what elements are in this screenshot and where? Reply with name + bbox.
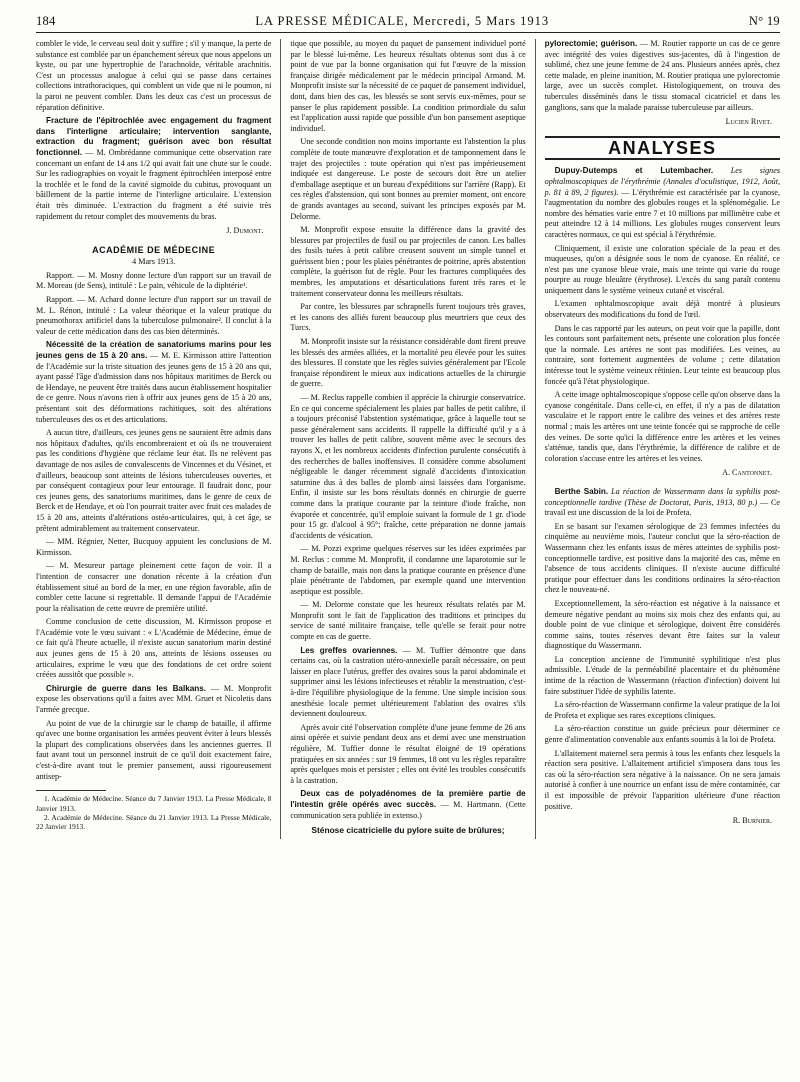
column-divider [280, 39, 281, 839]
paragraph: tique que possible, au moyen du paquet de pansement individuel porté par le blessé lui-même. Les heureux résultats obtenus sont dus à ce point de vue par la bonne organisation qui fut l'œuvre de la mission française dirigée médicalement par le médecin principal Armand. M. Monprofit insiste sur la nécessité de ce paquet de pansement individuel, dont, dans bien des cas, les blessés se sont servis eux-mêmes, pour se panser le plus rapidement possible. La condition primordiale du salut est l'application aussi rapide que possible d'un bon pansement aseptique individuel. [290, 39, 526, 133]
paragraph: L'examen ophtalmoscopique avait déjà montré à plusieurs observateurs des modifications du fond de l'œil. [544, 299, 781, 320]
paragraph: Comme conclusion de cette discussion, M. Kirmisson propose et l'Académie vote le vœu suivant : « L'Académie de Médecine, émue de ce fait qu'à l'heure actuelle, il n'existe aucun sanatorium marin destiné aux jeunes gens de 15 à 20 ans, atteints de lésions osseuses ou articulaires, exprime le vœu que des fondations de cet ordre soient créées aussitôt que possible ». [36, 617, 272, 680]
author-signature: Lucien Rivet. [725, 117, 773, 127]
paragraph: La conception ancienne de l'immunité syphilitique n'est plus admissible. L'étude de la perméabilité placentaire et du phénomène intime de la réaction de Wassermann (réaction d'infection) doivent lui faire substituer l'idée de syphilis latente. [544, 654, 781, 696]
paragraph: — M. Hartmann. (Cette communication sera publiée in extenso.) [290, 799, 526, 820]
paragraph: L'allaitement maternel sera permis à tous les enfants chez lesquels la réaction sera positive. L'allaitement artificiel s'imposera dans tous les cas où la séro-réaction sera négative à la naissance. On ne sera jamais autorisé à confier à une nourrice un enfant issu de mère contaminée, car il est impossible de prévoir l'apparition ultérieure d'une réaction positive. [544, 748, 781, 811]
paragraph: — M. Tuffier démontre que dans certains cas, où la castration utéro-annexielle paraît nécessaire, on peut laisser en place l'utérus, greffer des ovaires sous la paroi abdominale et supprimer ainsi les lésions infectieuses et rétablir la menstruation, c'est-à-dire l'équilibre physiologique de la femme. Une simple incision sous anesthésie locale permet ultérieurement l'ablation des ovaires s'ils deviennent douloureux. [290, 645, 526, 719]
paragraph: — M. Mesureur partage pleinement cette façon de voir. Il a l'intention de consacrer une donation récente à la création d'un établissement situé au bord de la mer, en une région favorable, afin de combler cette lacune si regrettable. Il demande l'appui de l'Académie pour la réalisation de cette œuvre de première utilité. [36, 561, 272, 613]
paragraph: Au point de vue de la chirurgie sur le champ de bataille, il affirme qu'avec une bonne organisation les armées peuvent éviter à leurs blessés la plupart des complications observées dans les anciennes guerres. Il faut avant tout un personnel instruit de ce qu'il doit exactement faire, c'est-à-dire avant tout le premier pansement, aussi rigoureusement antisep- [36, 718, 272, 781]
author-signature: R. Burnier. [732, 816, 773, 826]
analysis-author: Berthe Sabin. [554, 486, 609, 496]
article-heading: Nécessité de la création de sanatoriums marins pour les jeunes gens de 15 à 20 ans. [36, 340, 272, 361]
author-signature: J. Dumont. [226, 226, 264, 236]
analyses-banner: ANALYSES [545, 136, 780, 161]
issue-number: N° 19 [748, 14, 780, 28]
footnote: 2. Académie de Médecine. Séance du 21 Janvier 1913. La Presse Médicale, 22 Janvier 1913. [36, 813, 272, 832]
analysis-title: Les signes ophtalmoscopiques de l'érythrémie (Annales d'oculistique, 1912, Août, p. 81 à 89, 2 figures). [544, 166, 781, 197]
section-date: 4 Mars 1913. [132, 257, 176, 267]
paragraph: M. Monprofit expose ensuite la différence dans la gravité des blessures par projectiles de fusil ou par projectiles de canon. Les balles des fusils tuées à petit calibre creusent souvent un simple tunnel et guérissent bien ; pour les plaies pénétrantes de poitrine, après abstention complète, la guérison fut de règle. Pour les fractures compliquées des membres, les amputations et désarticulations furent très rares et le traitement conservateur donna les meilleurs résultats. [290, 225, 526, 298]
column-2 [290, 39, 525, 839]
paragraph: Après avoir cité l'observation complète d'une jeune femme de 26 ans ainsi opérée et suivie pendant deux ans et demi avec une menstruation régulière, M. Tuffier donne le résultat éloigné de 19 opérations pratiquées en six années : sur 19 femmes, 18 ont vu les règles reparaître après quelques mois et persister ; elles ont évité les troubles consécutifs à la castration. [290, 722, 526, 785]
article-heading: Chirurgie de guerre dans les Balkans. [46, 683, 206, 693]
paragraph: Exceptionnellement, la séro-réaction est négative à la naissance et demeure négative pendant au moins six mois chez des enfants qui, au double point de vue clinique et sérologique, doivent être considérés comme sains, toutes réserves devant être faites sur la valeur diagnostique du Wassermann. [544, 598, 781, 651]
paragraph: — M. E. Kirmisson attire l'attention de l'Académie sur la triste situation des jeunes gens de 15 à 20 ans qui, ayant passé l'âge d'admission dans nos hôpitaux maritimes de Berck ou de Hendaye, ne peuvent être traités dans aucun établissement hospitalier de ce genre. Nous n'avons rien à offrir aux jeunes gens de 15 à 20 ans, présentant soit des déformations rachitiques, soit des altérations tuberculeuses des os et des articulations. [36, 351, 272, 424]
paragraph: A cette image ophtalmoscopique s'oppose celle qu'on observe dans la cyanose congénitale. Dans celle-ci, en effet, il n'y a pas de dilatation vasculaire et le rapport entre le calibre des veines et des artères reste normal ; mais les artères ont une teinte foncée qui se rapproche de celle des veines. De sorte qu'ici la différence entre les artères et les veines s'atténue, tandis que, dans l'érythrémie, la différence de calibre et de coloration s'accuse entre les artères et les veines. [544, 390, 781, 463]
paragraph: M. Monprofit insiste sur la résistance considérable dont firent preuve les blessés des armées alliées, et la mortalité peu élevée pour les suites des blessures. Il constate que les règles suivies généralement par l'Ecole française répondirent le mieux aux indications actuelles de la chirurgie de guerre. [290, 337, 526, 389]
paragraph: Par contre, les blessures par schrapnells furent toujours très graves, et les canons des alliés furent beaucoup plus meurtriers que ceux des Turcs. [290, 302, 526, 333]
paragraph: En se basant sur l'examen sérologique de 23 femmes infectées du cinquième au neuvième mois, l'auteur conclut que la séro-réaction de Wassermann chez les enfants issus de mères atteintes de syphilis post-conceptionnelle tardive, est positive dans la majorité des cas, même en l'absence de tous accidents cliniques. Il n'existe aucune difficulté pratique pour effectuer dans les conditions ordinaires la séro-réaction chez le nouveau-né. [544, 521, 781, 595]
paragraph: Une seconde condition non moins importante est l'abstention la plus complète de toute manœuvre d'exploration et de tamponnement dans le trajet des projectiles : toute opération qui n'est pas impérieusement indiquée est dangereuse. Le poste de secours doit être un atelier d'emballage aseptique et un bureau d'expéditions sur l'arrière (Rapp). Et ces règles d'abstension, qui sont bonnes au premier moment, ont encore de grands avantages au second, suivant les principes exposés par M. Delorme. [290, 137, 526, 221]
section-title: ACADÉMIE DE MÉDECINE [92, 244, 216, 255]
footnote-rule [36, 790, 106, 791]
paragraph: — Ce travail est une discussion de la loi de Profeta. [544, 497, 781, 518]
paragraph: Rapport. — M. Achard donne lecture d'un rapport sur un travail de M. L. Rénon, intitulé : La valeur théorique et la valeur pratique du pneumothorax artificiel dans la tuberculose pulmonaire². Il conclut à la valeur de cette médication dans des cas bien déterminés. [36, 295, 272, 336]
author-signature: A. Cantonnet. [722, 468, 773, 478]
page-number: 184 [36, 14, 56, 28]
paragraph: — M. Pozzi exprime quelques réserves sur les idées exprimées par M. Reclus : comme M. Monprofit, il condamne une laparotomie sur le champ de bataille, mais non dans la pratique courante en présence d'une plaie pénétrante de l'abdomen, par exemple quand une intervention aseptique est possible. [290, 544, 526, 596]
footnote: 1. Académie de Médecine. Séance du 7 Janvier 1913. La Presse Médicale, 8 Janvier 1913. [36, 794, 272, 813]
paragraph: — M. Ombrédanne communique cette observation rare concernant un enfant de 14 ans 1/2 qui avait fait une chute sur le coude. Sur les radiographies on voyait le fragment épitrochléen interposé entre la trochlée et le fond de la cavité sigmoïde du cubitus, provoquant un bâillement de la partie interne de l'interligne articulaire. L'extension était très diminuée. L'extraction du fragment a été suivie très rapidement du retour complet des mouvements du bras. [36, 147, 272, 221]
article-heading: pylorectomie; guérison. [544, 39, 638, 48]
paragraph: — M. Routier rapporte un cas de ce genre avec intégrité des voies digestives sus-jacentes, dû à l'ingestion de sublimé, chez une jeune femme de 24 ans. Plusieurs années après, chez cette malade, en pleine inanition, M. Routier pratiqua une pylorectomie large, avec un succès complet. Histologiquement, on trouva des tubercules disséminés dans le tissu stomacal cicatriciel et dans les ganglions, sans que la malade paraisse tuberculeuse par ailleurs. [544, 39, 781, 112]
paragraph: La séro-réaction de Wassermann confirme la valeur pratique de la loi de Profeta et explique ses rares exceptions cliniques. [544, 700, 781, 720]
paragraph: — L'érythrémie est caractérisée par la cyanose, l'augmentation du nombre des globules rouges et la splénomégalie. Le nombre des hématies varie entre 7 et 10 millions par millimètre cube et peut atteindre 12 à 14 millions. Les globules rouges conservent leurs caractères normaux, ce qui est spécial à l'érythrémie. [544, 187, 781, 239]
column-divider [535, 39, 536, 839]
article-heading: Fracture de l'épitrochlée avec engagement du fragment dans l'interligne articulaire; intervention sanglante, extraction du fragment; guérison avec bon résultat fonctionnel. [36, 116, 272, 157]
columns [36, 39, 780, 839]
paragraph: combler le vide, le cerveau seul doit y suffire ; s'il y manque, la perte de substance est comblée par un épanchement séreux que nous appelons un kyste, ou par une hypertrophie de l'arachnoïde, véritable arachnitis. C'est un processus analogue à celui qui se passe dans certaines collections intrathoraciques, qui comblent un vide que ni le poumon, ni la paroi ne peuvent combler. Dans les deux cas c'est un processus de réparation définitive. [36, 39, 272, 112]
article-heading: Sténose cicatricielle du pylore suite de brûlures; [311, 825, 505, 836]
paragraph: Rapport. — M. Mosny donne lecture d'un rapport sur un travail de M. Moreau (de Sens), intitulé : Le pain, véhicule de la diphtérie¹. [36, 270, 272, 291]
running-header [36, 14, 780, 33]
paragraph: — M. Monprofit expose les observations qu'il a faites avec MM. Gruet et Nicoletis dans l'armée grecque. [36, 683, 272, 715]
paragraph: — M. Delorme constate que les heureux résultats relatés par M. Monprofit sont le fait de l'application des traditions et principes du service de santé militaire française, telle qu'elle se ferait pour notre compte en cas de guerre. [290, 600, 526, 642]
journal-title: LA PRESSE MÉDICALE, Mercredi, 5 Mars 1913 [255, 14, 550, 28]
column-1 [36, 39, 271, 839]
paragraph: — M. Reclus rappelle combien il apprécie la chirurgie conservatrice. En ce qui concerne spécialement les plaies par balles de petit calibre, il a toujours préconisé l'abstention systématique, grâce à laquelle tout se passe généralement sans accidents. Il rappelle la difficulté qu'il y a à trouver les balles de petit calibre, souvent même avec le secours des rayons X, et les nombreux accidents d'infection purulente consécutifs à des recherches de balles inoffensives. Il considère comme absolument négligeable le danger récemment signalé d'accidents d'intoxication saturnine dus à des balles de plomb ainsi laissées dans l'organisme. Enfin, il insiste sur les bons résultats donnés en chirurgie de guerre comme dans la pratique courante par la teinture d'iode fraîche, non évaporée et concentrée, qu'il emploie suivant la formule de 1 gr. d'iode pour 15 gr. d'alcool à 95°; fraîche, cette préparation ne donne jamais d'accidents de vésication. [290, 393, 526, 540]
paragraph: Cliniquement, il existe une coloration spéciale de la peau et des muqueuses, qu'on a désignée sous le nom de cyanose. En réalité, ce n'est pas une cyanose bleue vraie, mais une teinte qui varie du rouge pourpre au rouge bleuâtre (érythrose). L'excès du sang paraît contenu uniquement dans le système veineux cutané et viscéral. [544, 243, 781, 295]
article-heading: Les greffes ovariennes. [300, 645, 398, 655]
paragraph: — MM. Régnier, Netter, Bucquoy appuient les conclusions de M. Kirmisson. [36, 537, 272, 557]
article-heading: Deux cas de polyadénomes de la première partie de l'intestin grêle opérés avec succès. [290, 789, 526, 809]
paragraph: Dans le cas rapporté par les auteurs, on peut voir que la papille, dont les contours sont parfaitement nets, présente une coloration plus foncée que la normale. Les artères ne sont pas modifiées. Les veines, au contraire, sont fortement augmentées de volume ; cette dilatation intéresse tout le système veineux rétinien. Leur teinte est beaucoup plus foncée qu'à l'état physiologique. [544, 323, 781, 386]
paragraph: A aucun titre, d'ailleurs, ces jeunes gens ne sauraient être admis dans nos hôpitaux d'adultes, qu'ils encombreraient et où ils ne trouveraient pas les conditions d'hygiène que réclame leur état. Ils ne relèvent pas davantage de nos asiles de convalescents de Vincennes et du Vésinet, et d'ailleurs, beaucoup sont atteints de lésions tuberculeuses ouvertes, et par conséquent contagieux pour leur entourage. Il faudrait donc, pour ces jeunes gens, des sanatoriums maritimes, dans le genre de ceux de Berck et de Hendaye, et où l'on pourrait traiter avec fruit ces malades de 15 à 20 ans, atteints d'altérations ostéo-articulaires, qui, à cet âge, se prêtent admirablement au traitement conservateur. [36, 428, 272, 533]
paragraph: La séro-réaction constitue un guide précieux pour déterminer ce genre d'alimentation convenable aux enfants soumis à la loi de Profeta. [544, 724, 781, 745]
analysis-author: Dupuy-Dutemps et Lutembacher. [554, 166, 714, 176]
column-3 [545, 39, 780, 839]
analysis-title: La réaction de Wassermann dans la syphilis post-conceptionnelle tardive (Thèse de Doctorat, Paris, 1913, 80 p.) [544, 486, 781, 507]
